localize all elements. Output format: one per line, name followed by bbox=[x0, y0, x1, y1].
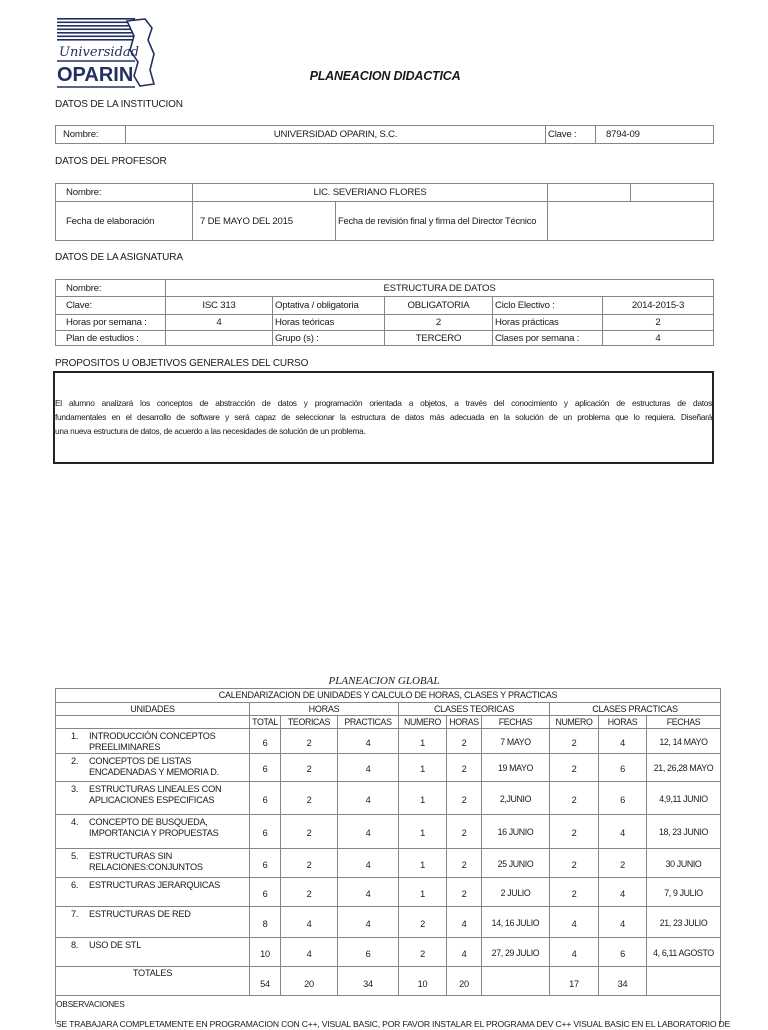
institution-key-label: Clave : bbox=[546, 126, 596, 144]
totals-row bbox=[56, 967, 721, 996]
practice-class-hours-header: HORAS bbox=[599, 716, 647, 729]
unit-number: 5. bbox=[71, 851, 79, 861]
subject-cycle: 2014-2015-3 bbox=[603, 297, 714, 315]
unit-practice-hours: 6 bbox=[338, 938, 399, 967]
unit-practice-hours: 4 bbox=[338, 815, 399, 849]
unit-number: 7. bbox=[71, 909, 79, 919]
unit-row bbox=[56, 782, 721, 815]
review-signature-field bbox=[548, 202, 714, 241]
theory-class-count: 1 bbox=[399, 729, 447, 754]
logo-stripe bbox=[57, 29, 135, 31]
document-title: PLANEACION DIDACTICA bbox=[309, 69, 461, 83]
unit-practice-hours: 4 bbox=[338, 782, 399, 815]
totals-theory-hours: 20 bbox=[281, 967, 338, 996]
unit-cell bbox=[56, 782, 250, 815]
unit-number: 4. bbox=[71, 817, 79, 827]
professor-heading: DATOS DEL PROFESOR bbox=[55, 156, 167, 167]
unit-number: 2. bbox=[71, 756, 79, 766]
unit-total-hours: 8 bbox=[250, 907, 281, 938]
unit-label bbox=[71, 784, 247, 806]
total-header: TOTAL bbox=[250, 716, 281, 729]
logo-stripe bbox=[57, 32, 135, 34]
observations-row bbox=[56, 996, 721, 1024]
unit-practice-hours: 4 bbox=[338, 754, 399, 782]
header-group-row bbox=[56, 703, 721, 716]
group: TERCERO bbox=[385, 331, 493, 346]
theory-class-dates: 2 JULIO bbox=[482, 878, 550, 907]
unit-row bbox=[56, 938, 721, 967]
review-signature-label: Fecha de revisión final y firma del Director Técnico bbox=[336, 202, 548, 241]
unit-number: 3. bbox=[71, 784, 79, 794]
theory-class-dates: 2,JUNIO bbox=[482, 782, 550, 815]
practice-class-count: 2 bbox=[550, 815, 599, 849]
university-logo bbox=[55, 16, 157, 90]
subject-type: OBLIGATORIA bbox=[385, 297, 493, 315]
professor-name: LIC. SEVERIANO FLORES bbox=[193, 184, 548, 202]
practice-classes-header: CLASES PRACTICAS bbox=[550, 703, 721, 716]
totals-label: TOTALES bbox=[56, 967, 250, 996]
elaboration-date: 7 DE MAYO DEL 2015 bbox=[193, 202, 336, 241]
unit-total-hours: 6 bbox=[250, 878, 281, 907]
subject-hours-row bbox=[56, 315, 714, 331]
theory-hours: 2 bbox=[385, 315, 493, 331]
professor-blank-cell bbox=[631, 184, 714, 202]
theory-class-dates: 16 JUNIO bbox=[482, 815, 550, 849]
logo-script-text: Universidad bbox=[59, 45, 139, 60]
unit-name: USO DE STL bbox=[89, 940, 142, 950]
practice-class-hours: 4 bbox=[599, 729, 647, 754]
unit-cell bbox=[56, 849, 250, 878]
purpose-heading: PROPOSITOS U OBJETIVOS GENERALES DEL CURSO bbox=[55, 358, 309, 369]
unit-cell bbox=[56, 878, 250, 907]
unit-name: ESTRUCTURAS LINEALES CON APLICACIONES ESPECIFICAS bbox=[89, 784, 222, 805]
theory-class-count: 1 bbox=[399, 782, 447, 815]
practice-class-count: 4 bbox=[550, 907, 599, 938]
unit-practice-hours: 4 bbox=[338, 849, 399, 878]
theory-class-hours: 2 bbox=[447, 878, 482, 907]
unit-theory-hours: 2 bbox=[281, 754, 338, 782]
practice-class-count: 2 bbox=[550, 849, 599, 878]
unit-practice-hours: 4 bbox=[338, 729, 399, 754]
unit-number: 6. bbox=[71, 880, 79, 890]
practice-header: PRACTICAS bbox=[338, 716, 399, 729]
observations-cell bbox=[56, 996, 731, 1029]
subject-table bbox=[55, 279, 714, 346]
professor-name-label: Nombre: bbox=[56, 184, 193, 202]
theory-class-count: 1 bbox=[399, 815, 447, 849]
practice-class-hours: 6 bbox=[599, 754, 647, 782]
totals-practice-class-hours: 34 bbox=[599, 967, 647, 996]
practice-class-dates: 4,9,11 JUNIO bbox=[647, 782, 721, 815]
weekly-classes-label: Clases por semana : bbox=[493, 331, 603, 346]
unit-name: INTRODUCCIÓN CONCEPTOS PREELIMINARES bbox=[89, 731, 216, 752]
unit-theory-hours: 4 bbox=[281, 938, 338, 967]
unit-row bbox=[56, 815, 721, 849]
practice-class-dates: 30 JUNIO bbox=[647, 849, 721, 878]
unit-cell bbox=[56, 938, 250, 967]
practice-class-count: 2 bbox=[550, 782, 599, 815]
theory-class-hours: 4 bbox=[447, 907, 482, 938]
study-plan-label: Plan de estudios : bbox=[56, 331, 166, 346]
professor-date-row bbox=[56, 202, 714, 241]
practice-class-count: 2 bbox=[550, 754, 599, 782]
totals-theory-class-count: 10 bbox=[399, 967, 447, 996]
unit-total-hours: 6 bbox=[250, 815, 281, 849]
subject-key-row bbox=[56, 297, 714, 315]
logo-stripe bbox=[57, 39, 135, 41]
theory-class-hours: 4 bbox=[447, 938, 482, 967]
practice-class-number-header: NUMERO bbox=[550, 716, 599, 729]
practice-class-dates-header: FECHAS bbox=[647, 716, 721, 729]
theory-class-number-header: NUMERO bbox=[399, 716, 447, 729]
caption-row bbox=[56, 689, 721, 703]
theory-class-count: 2 bbox=[399, 938, 447, 967]
unit-label bbox=[71, 817, 247, 839]
unit-row bbox=[56, 849, 721, 878]
unit-name: ESTRUCTURAS SIN RELACIONES:CONJUNTOS bbox=[89, 851, 203, 872]
global-caption: CALENDARIZACION DE UNIDADES Y CALCULO DE HORAS, CLASES Y PRACTICAS bbox=[56, 689, 721, 703]
unit-name: CONCEPTOS DE LISTAS ENCADENADAS Y MEMORIA D. bbox=[89, 756, 219, 777]
subject-name-row bbox=[56, 280, 714, 297]
practice-hours: 2 bbox=[603, 315, 714, 331]
unit-row bbox=[56, 878, 721, 907]
unit-total-hours: 6 bbox=[250, 729, 281, 754]
theory-class-count: 1 bbox=[399, 878, 447, 907]
theory-class-hours-header: HORAS bbox=[447, 716, 482, 729]
theory-class-hours: 2 bbox=[447, 849, 482, 878]
practice-class-hours: 6 bbox=[599, 938, 647, 967]
observations-label: OBSERVACIONES bbox=[56, 999, 125, 1009]
unit-cell bbox=[56, 907, 250, 938]
institution-table bbox=[55, 125, 714, 144]
professor-table bbox=[55, 183, 714, 241]
study-plan bbox=[166, 331, 273, 346]
logo-stripe bbox=[57, 36, 135, 38]
theory-class-hours: 2 bbox=[447, 754, 482, 782]
totals-total-hours: 54 bbox=[250, 967, 281, 996]
unit-practice-hours: 4 bbox=[338, 878, 399, 907]
unit-cell bbox=[56, 754, 250, 782]
logo-stripe bbox=[57, 25, 135, 27]
totals-practice-hours: 34 bbox=[338, 967, 399, 996]
unit-label bbox=[71, 909, 247, 920]
theory-class-count: 1 bbox=[399, 754, 447, 782]
units-subheader-blank bbox=[56, 716, 250, 729]
unit-total-hours: 6 bbox=[250, 849, 281, 878]
unit-cell bbox=[56, 729, 250, 754]
purpose-line: El alumno analizará los conceptos de abstracción de datos y programación orientada a objetos, a través del conocimiento y aplicación de estructuras de datos bbox=[55, 398, 712, 408]
theory-class-dates-header: FECHAS bbox=[482, 716, 550, 729]
practice-class-dates: 21, 26,28 MAYO bbox=[647, 754, 721, 782]
practice-class-count: 2 bbox=[550, 878, 599, 907]
logo-graphic bbox=[55, 16, 157, 90]
elaboration-date-label: Fecha de elaboración bbox=[56, 202, 193, 241]
practice-class-dates: 18, 23 JUNIO bbox=[647, 815, 721, 849]
theory-class-count: 1 bbox=[399, 849, 447, 878]
institution-key: 8794-09 bbox=[596, 126, 714, 144]
unit-theory-hours: 2 bbox=[281, 878, 338, 907]
observations-text: SE TRABAJARA COMPLETAMENTE EN PROGRAMACION CON C++, VISUAL BASIC, POR FAVOR INSTALAR EL PROGRAMA DEV C++ VISUAL BASIC EN EL LABORATORIO DE bbox=[56, 1019, 731, 1029]
institution-name: UNIVERSIDAD OPARIN, S.C. bbox=[126, 126, 546, 144]
weekly-hours: 4 bbox=[166, 315, 273, 331]
theory-class-hours: 2 bbox=[447, 729, 482, 754]
unit-theory-hours: 2 bbox=[281, 782, 338, 815]
practice-class-hours: 4 bbox=[599, 907, 647, 938]
purpose-box bbox=[53, 371, 714, 464]
subject-plan-row bbox=[56, 331, 714, 346]
totals-theory-dates-blank bbox=[482, 967, 550, 996]
practice-class-count: 2 bbox=[550, 729, 599, 754]
unit-label bbox=[71, 880, 247, 891]
theory-classes-header: CLASES TEORICAS bbox=[399, 703, 550, 716]
global-planning-table bbox=[55, 688, 731, 1029]
professor-blank-cell bbox=[548, 184, 631, 202]
totals-practice-class-count: 17 bbox=[550, 967, 599, 996]
unit-total-hours: 10 bbox=[250, 938, 281, 967]
unit-theory-hours: 4 bbox=[281, 907, 338, 938]
unit-name: CONCEPTO DE BUSQUEDA, IMPORTANCIA Y PROPUESTAS bbox=[89, 817, 219, 838]
global-planning-title: PLANEACION GLOBAL bbox=[328, 675, 440, 687]
unit-label bbox=[71, 756, 247, 778]
unit-label bbox=[71, 940, 247, 951]
group-label: Grupo (s) : bbox=[273, 331, 385, 346]
logo-stripes bbox=[57, 18, 135, 41]
practice-class-hours: 4 bbox=[599, 878, 647, 907]
unit-total-hours: 6 bbox=[250, 782, 281, 815]
unit-row bbox=[56, 754, 721, 782]
institution-name-label: Nombre: bbox=[56, 126, 126, 144]
purpose-line: fundamentales en el desarrollo de software y será capaz de seleccionar la estructura de datos más adecuada en la solución de un problema que lo requiera. Diseñará bbox=[55, 412, 712, 422]
purpose-line: una nueva estructura de datos, de acuerdo a las necesidades de solución de un problema. bbox=[55, 426, 366, 436]
theory-class-count: 2 bbox=[399, 907, 447, 938]
unit-row bbox=[56, 907, 721, 938]
practice-class-hours: 6 bbox=[599, 782, 647, 815]
practice-class-dates: 4, 6,11 AGOSTO bbox=[647, 938, 721, 967]
subject-heading: DATOS DE LA ASIGNATURA bbox=[55, 252, 183, 263]
professor-name-row bbox=[56, 184, 714, 202]
logo-name-text: OPARIN bbox=[57, 64, 134, 86]
subject-cycle-label: Ciclo Electivo : bbox=[493, 297, 603, 315]
theory-class-hours: 2 bbox=[447, 782, 482, 815]
subject-key: ISC 313 bbox=[166, 297, 273, 315]
global-table-body bbox=[56, 689, 731, 1029]
unit-theory-hours: 2 bbox=[281, 849, 338, 878]
unit-label bbox=[71, 851, 247, 873]
unit-number: 1. bbox=[71, 731, 79, 741]
practice-class-count: 4 bbox=[550, 938, 599, 967]
practice-hours-label: Horas prácticas bbox=[493, 315, 603, 331]
institution-heading: DATOS DE LA INSTITUCION bbox=[55, 99, 183, 110]
unit-theory-hours: 2 bbox=[281, 729, 338, 754]
unit-name: ESTRUCTURAS JERARQUICAS bbox=[89, 880, 221, 890]
theory-class-hours: 2 bbox=[447, 815, 482, 849]
unit-number: 8. bbox=[71, 940, 79, 950]
theory-class-dates: 25 JUNIO bbox=[482, 849, 550, 878]
practice-class-hours: 4 bbox=[599, 815, 647, 849]
logo-stripe bbox=[57, 18, 135, 20]
units-header: UNIDADES bbox=[56, 703, 250, 716]
subject-name-label: Nombre: bbox=[56, 280, 166, 297]
logo-stripe bbox=[57, 22, 135, 24]
weekly-classes: 4 bbox=[603, 331, 714, 346]
practice-class-dates: 7, 9 JULIO bbox=[647, 878, 721, 907]
theory-class-dates: 19 MAYO bbox=[482, 754, 550, 782]
unit-name: ESTRUCTURAS DE RED bbox=[89, 909, 191, 919]
practice-class-dates: 12, 14 MAYO bbox=[647, 729, 721, 754]
subject-name: ESTRUCTURA DE DATOS bbox=[166, 280, 714, 297]
unit-total-hours: 6 bbox=[250, 754, 281, 782]
practice-class-dates: 21, 23 JULIO bbox=[647, 907, 721, 938]
totals-theory-class-hours: 20 bbox=[447, 967, 482, 996]
unit-label bbox=[71, 731, 247, 753]
theory-header: TEORICAS bbox=[281, 716, 338, 729]
unit-row bbox=[56, 729, 721, 754]
unit-cell bbox=[56, 815, 250, 849]
theory-hours-label: Horas teóricas bbox=[273, 315, 385, 331]
practice-class-hours: 2 bbox=[599, 849, 647, 878]
weekly-hours-label: Horas por semana : bbox=[56, 315, 166, 331]
subject-key-label: Clave: bbox=[56, 297, 166, 315]
theory-class-dates: 14, 16 JULIO bbox=[482, 907, 550, 938]
theory-class-dates: 7 MAYO bbox=[482, 729, 550, 754]
subject-type-label: Optativa / obligatoria bbox=[273, 297, 385, 315]
institution-row bbox=[56, 126, 714, 144]
hours-header: HORAS bbox=[250, 703, 399, 716]
theory-class-dates: 27, 29 JULIO bbox=[482, 938, 550, 967]
header-sub-row bbox=[56, 716, 721, 729]
unit-theory-hours: 2 bbox=[281, 815, 338, 849]
totals-practice-dates-blank bbox=[647, 967, 721, 996]
unit-practice-hours: 4 bbox=[338, 907, 399, 938]
